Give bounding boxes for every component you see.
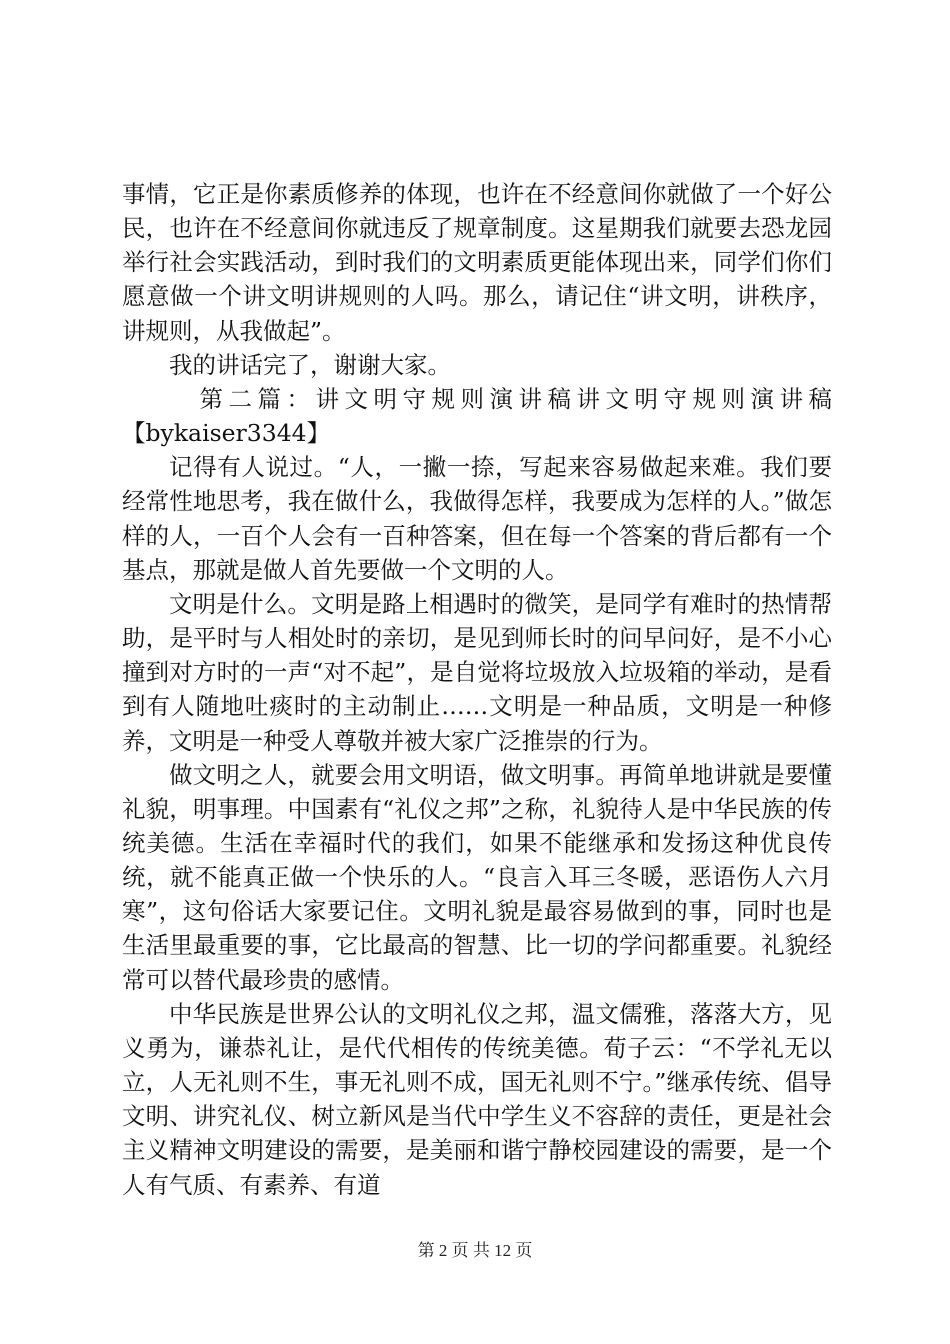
paragraph: 做文明之人，就要会用文明语，做文明事。再简单地讲就是要懂礼貌，明事理。中国素有“礼仪之邦”之称，礼貌待人是中华民族的传统美德。生活在幸福时代的我们，如果不能继承和发扬这种优良传统，就不能真正做一个快乐的人。“良言入耳三冬暖，恶语伤人六月寒”，这句俗话大家要记住。文明礼貌是最容易做到的事，同时也是生活里最重要的事，它比最高的智慧、比一切的学问都重要。礼貌经常可以替代最珍贵的感情。 <box>122 760 832 994</box>
paragraph: 文明是什么。文明是路上相遇时的微笑，是同学有难时的热情帮助，是平时与人相处时的亲切，是见到师长时的问早问好，是不小心撞到对方时的一声“对不起”，是自觉将垃圾放入垃圾箱的举动，是看到有人随地吐痰时的主动制止……文明是一种品质，文明是一种修养，文明是一种受人尊敬并被大家广泛推崇的行为。 <box>122 589 832 755</box>
paragraph-closing: 我的讲话完了，谢谢大家。 <box>169 350 451 379</box>
page-footer <box>0 1241 950 1261</box>
paragraph: 记得有人说过。“人，一撇一捺，写起来容易做起来难。我们要经常性地思考，我在做什么，我做得怎样，我要成为怎样的人。”做怎样的人，一百个人会有一百种答案，但在每一个答案的背后都有一个基点，那就是做人首先要做一个文明的人。 <box>122 453 832 584</box>
paragraph-continuation: 事情，它正是你素质修养的体现，也许在不经意间你就做了一个好公民，也许在不经意间你就违反了规章制度。这星期我们就要去恐龙园举行社会实践活动，到时我们的文明素质更能体现出来，同学们你们愿意做一个讲文明讲规则的人吗。那么，请记住“讲文明，讲秩序，讲规则，从我做起”。 <box>122 180 832 345</box>
paragraph: 中华民族是世界公认的文明礼仪之邦，温文儒雅，落落大方，见义勇为，谦恭礼让，是代代相传的传统美德。荀子云：“不学礼无以立，人无礼则不生，事无礼则不成，国无礼则不宁。”继承传统、倡导文明、讲究礼仪、树立新风是当代中学生义不容辞的责任，更是社会主义精神文明建设的需要，是美丽和谐宁静校园建设的需要，是一个人有气质、有素养、有道 <box>122 999 832 1199</box>
section-heading: 第二篇：讲文明守规则演讲稿讲文明守规则演讲稿【bykaiser3344】 <box>122 384 832 448</box>
page-number-label: 第 2 页 共 12 页 <box>417 1241 533 1260</box>
document-body <box>122 177 832 1202</box>
